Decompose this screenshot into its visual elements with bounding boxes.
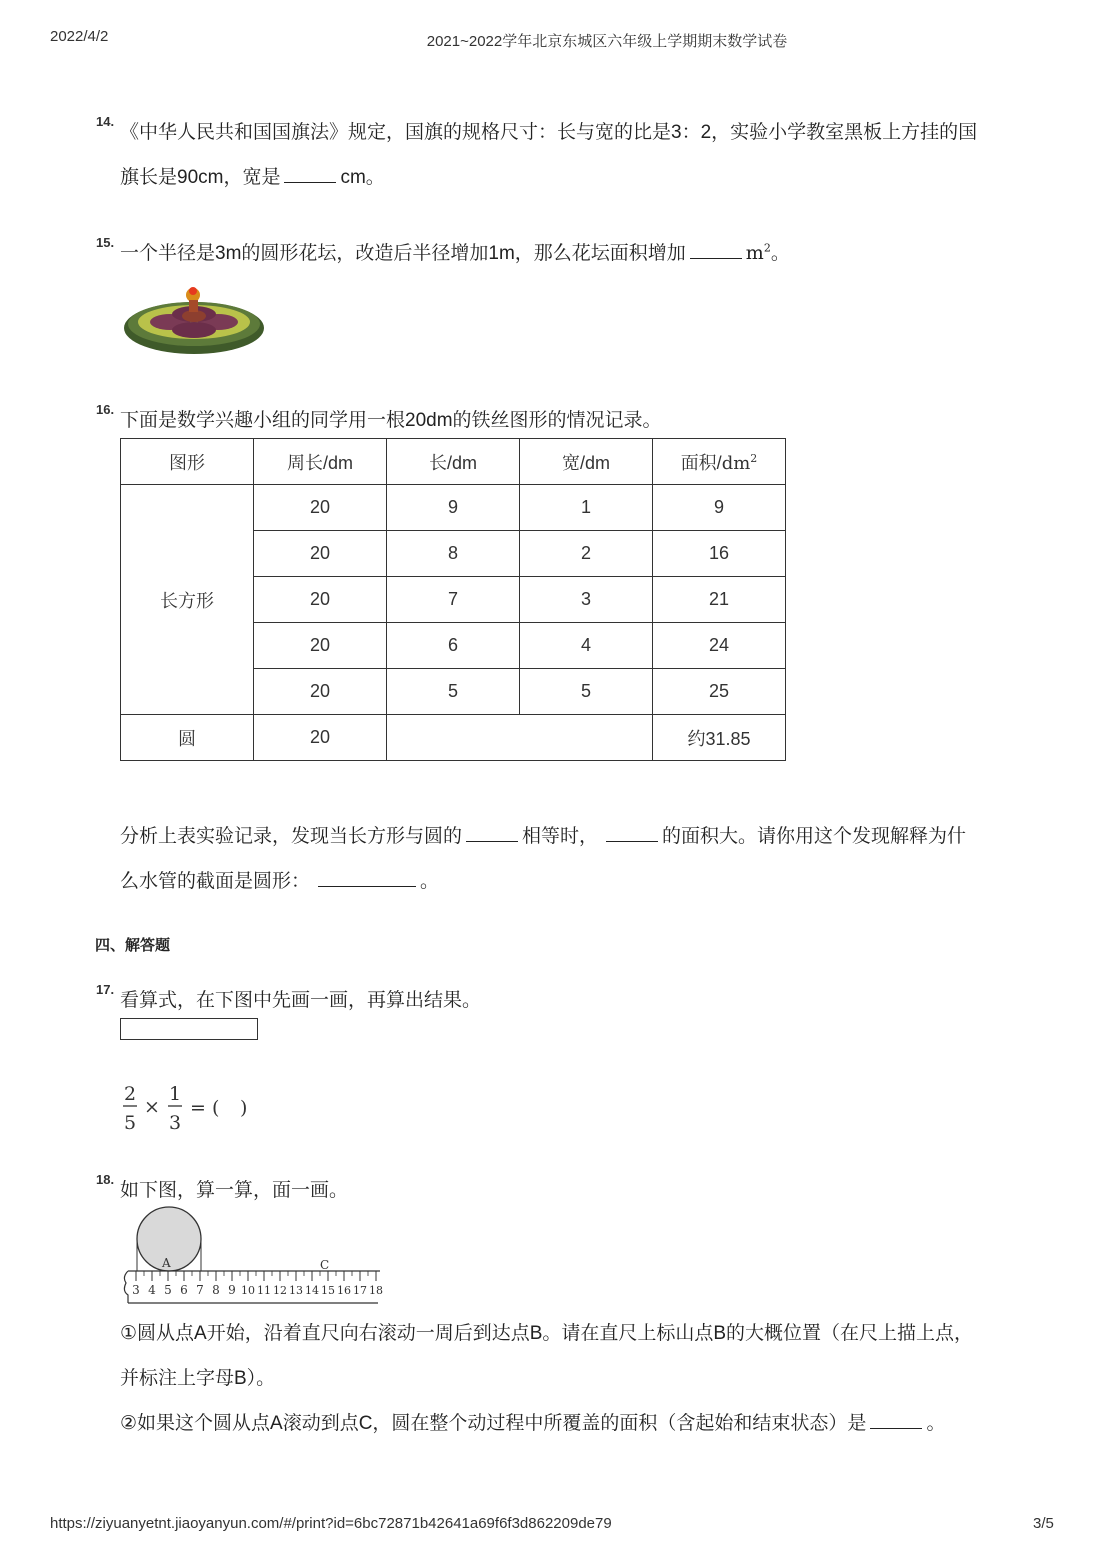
footer-url: https://ziyuanyetnt.jiaoyanyun.com/#/print?id=6bc72871b42641a69f6f3d862209de79 (50, 1515, 612, 1532)
table-cell: 20 (254, 485, 387, 531)
table-cell: 16 (653, 531, 786, 577)
table-cell: 1 (520, 485, 653, 531)
analysis-text-c: 的面积大。请你用这个发现解释为什 (662, 826, 967, 847)
section-title: 四、解答题 (95, 937, 171, 954)
ruler-tick-label: 9 (228, 1283, 236, 1297)
q18-answer-blank[interactable] (870, 1414, 922, 1429)
q15-unit-exp: 2 (763, 241, 771, 255)
equals-open: = ( (190, 1097, 220, 1119)
table-cell: 9 (387, 485, 520, 531)
header-cell: 宽/dm (520, 439, 653, 485)
table-cell: 25 (653, 669, 786, 715)
ruler-tick-label: 11 (257, 1284, 271, 1297)
q15-text: 一个半径是3m的圆形花坛，改造后半径增加1m，那么花坛面积增加 (120, 243, 686, 264)
ruler-tick-label: 12 (273, 1284, 287, 1297)
table-cell: 5 (387, 669, 520, 715)
close-paren: ) (240, 1097, 248, 1119)
table-cell: 20 (254, 669, 387, 715)
table-cell: 21 (653, 577, 786, 623)
q15-answer-blank[interactable] (690, 244, 742, 259)
table-cell-empty (387, 715, 653, 761)
analysis-text-e: 。 (420, 871, 440, 892)
area-label: 面积/ (680, 452, 722, 473)
analysis-text-d: 么水管的截面是圆形： (120, 871, 311, 892)
q16-analysis-line1 (120, 821, 966, 848)
q15-unit: m (745, 242, 764, 264)
header-cell: 周长/dm (254, 439, 387, 485)
header-date: 2022/4/2 (50, 28, 109, 45)
q14-line2 (120, 162, 385, 189)
frac1-denominator: 5 (123, 1112, 137, 1134)
q15-line (120, 238, 790, 265)
area-unit: dm (721, 452, 751, 474)
ruler-tick-label: 3 (132, 1283, 140, 1297)
header-cell: 长/dm (387, 439, 520, 485)
table-header-row (121, 439, 786, 485)
ruler-left-break (124, 1271, 128, 1303)
ruler-tick-label: 15 (321, 1284, 335, 1297)
ruler-diagram (120, 1205, 390, 1305)
q18-sub2-text: ②如果这个圆从点A滚动到点C，圆在整个动过程中所覆盖的面积（含起始和结束状态）是 (120, 1413, 867, 1434)
ruler-tick-label: 5 (164, 1283, 172, 1297)
q14-line2-text: 旗长是90cm，宽是 (120, 167, 281, 188)
q18-text: 如下图，算一算，面一画。 (120, 1180, 349, 1201)
table-cell: 7 (387, 577, 520, 623)
point-a-label: A (162, 1256, 171, 1270)
q14-number: 14. (96, 114, 115, 129)
q18-sub2-line (120, 1408, 945, 1435)
q16-number: 16. (96, 402, 115, 417)
table-cell: 约31.85 (653, 715, 786, 761)
header-cell: 图形 (121, 439, 254, 485)
table-row (121, 485, 786, 531)
q16-blank-3[interactable] (318, 872, 416, 887)
record-table (120, 438, 786, 761)
table-cell: 5 (520, 669, 653, 715)
q14-answer-blank[interactable] (284, 168, 336, 183)
q16-blank-1[interactable] (466, 827, 518, 842)
table-cell: 20 (254, 531, 387, 577)
table-cell: 9 (653, 485, 786, 531)
analysis-text-b: 相等时， (522, 826, 599, 847)
frac2-numerator: 1 (168, 1083, 182, 1105)
ruler-tick-label: 17 (353, 1284, 367, 1297)
drawing-rectangle[interactable] (120, 1018, 258, 1040)
analysis-text-a: 分析上表实验记录，发现当长方形与圆的 (120, 826, 463, 847)
q17-number: 17. (96, 982, 115, 997)
q16-intro: 下面是数学兴趣小组的同学用一根20dm的铁丝图形的情况记录。 (120, 410, 662, 431)
table-cell: 20 (254, 623, 387, 669)
q15-number: 15. (96, 235, 115, 250)
q16-blank-2[interactable] (606, 827, 658, 842)
q16-analysis-line2 (120, 866, 439, 893)
q14-line2-unit: cm。 (340, 167, 385, 188)
table-cell: 3 (520, 577, 653, 623)
frac2-denominator: 3 (168, 1112, 182, 1134)
frac1-numerator: 2 (123, 1083, 137, 1105)
circle-label-cell: 圆 (121, 715, 254, 761)
table-cell: 24 (653, 623, 786, 669)
q18-sub1-line2: 并标注上字母B）。 (120, 1368, 276, 1389)
rect-label-cell: 长方形 (121, 485, 254, 715)
ruler-tick-label: 14 (305, 1284, 319, 1297)
ruler-tick-label: 6 (180, 1283, 188, 1297)
q14-line1: 《中华人民共和国国旗法》规定，国旗的规格尺寸：长与宽的比是3：2，实验小学教室黑板上方挂的国 (120, 122, 978, 143)
q18-number: 18. (96, 1172, 115, 1187)
header-title: 2021~2022学年北京东城区六年级上学期期末数学试卷 (426, 33, 788, 50)
ruler-tick-label: 4 (148, 1283, 156, 1297)
q18-sub2-end: 。 (926, 1413, 946, 1434)
ruler-tick-label: 7 (196, 1283, 204, 1297)
footer-page-number: 3/5 (1033, 1515, 1054, 1532)
area-unit-exp: 2 (750, 451, 758, 465)
q17-text: 看算式，在下图中先画一画，再算出结果。 (120, 990, 482, 1011)
table-cell: 4 (520, 623, 653, 669)
ruler-tick-label: 13 (289, 1284, 303, 1297)
point-c-label: C (320, 1258, 330, 1272)
ruler-tick-label: 16 (337, 1284, 351, 1297)
times-sign: × (144, 1096, 160, 1118)
header-cell-area (653, 439, 786, 485)
table-cell: 2 (520, 531, 653, 577)
ruler-tick-label: 10 (241, 1284, 255, 1297)
table-cell: 8 (387, 531, 520, 577)
ruler-tick-label: 8 (212, 1283, 220, 1297)
table-cell: 20 (254, 715, 387, 761)
q18-sub1-line1: ①圆从点A开始，沿着直尺向右滚动一周后到达点B。请在直尺上标山点B的大概位置（在尺上描上点， (120, 1323, 974, 1344)
table-cell: 6 (387, 623, 520, 669)
fraction-expression (120, 1080, 260, 1136)
table-cell: 20 (254, 577, 387, 623)
table-row-circle (121, 715, 786, 761)
flower-bed-image (120, 278, 270, 358)
q15-end: 。 (770, 243, 790, 264)
ruler-ticks (132, 1271, 383, 1297)
ruler-tick-label: 18 (369, 1284, 383, 1297)
